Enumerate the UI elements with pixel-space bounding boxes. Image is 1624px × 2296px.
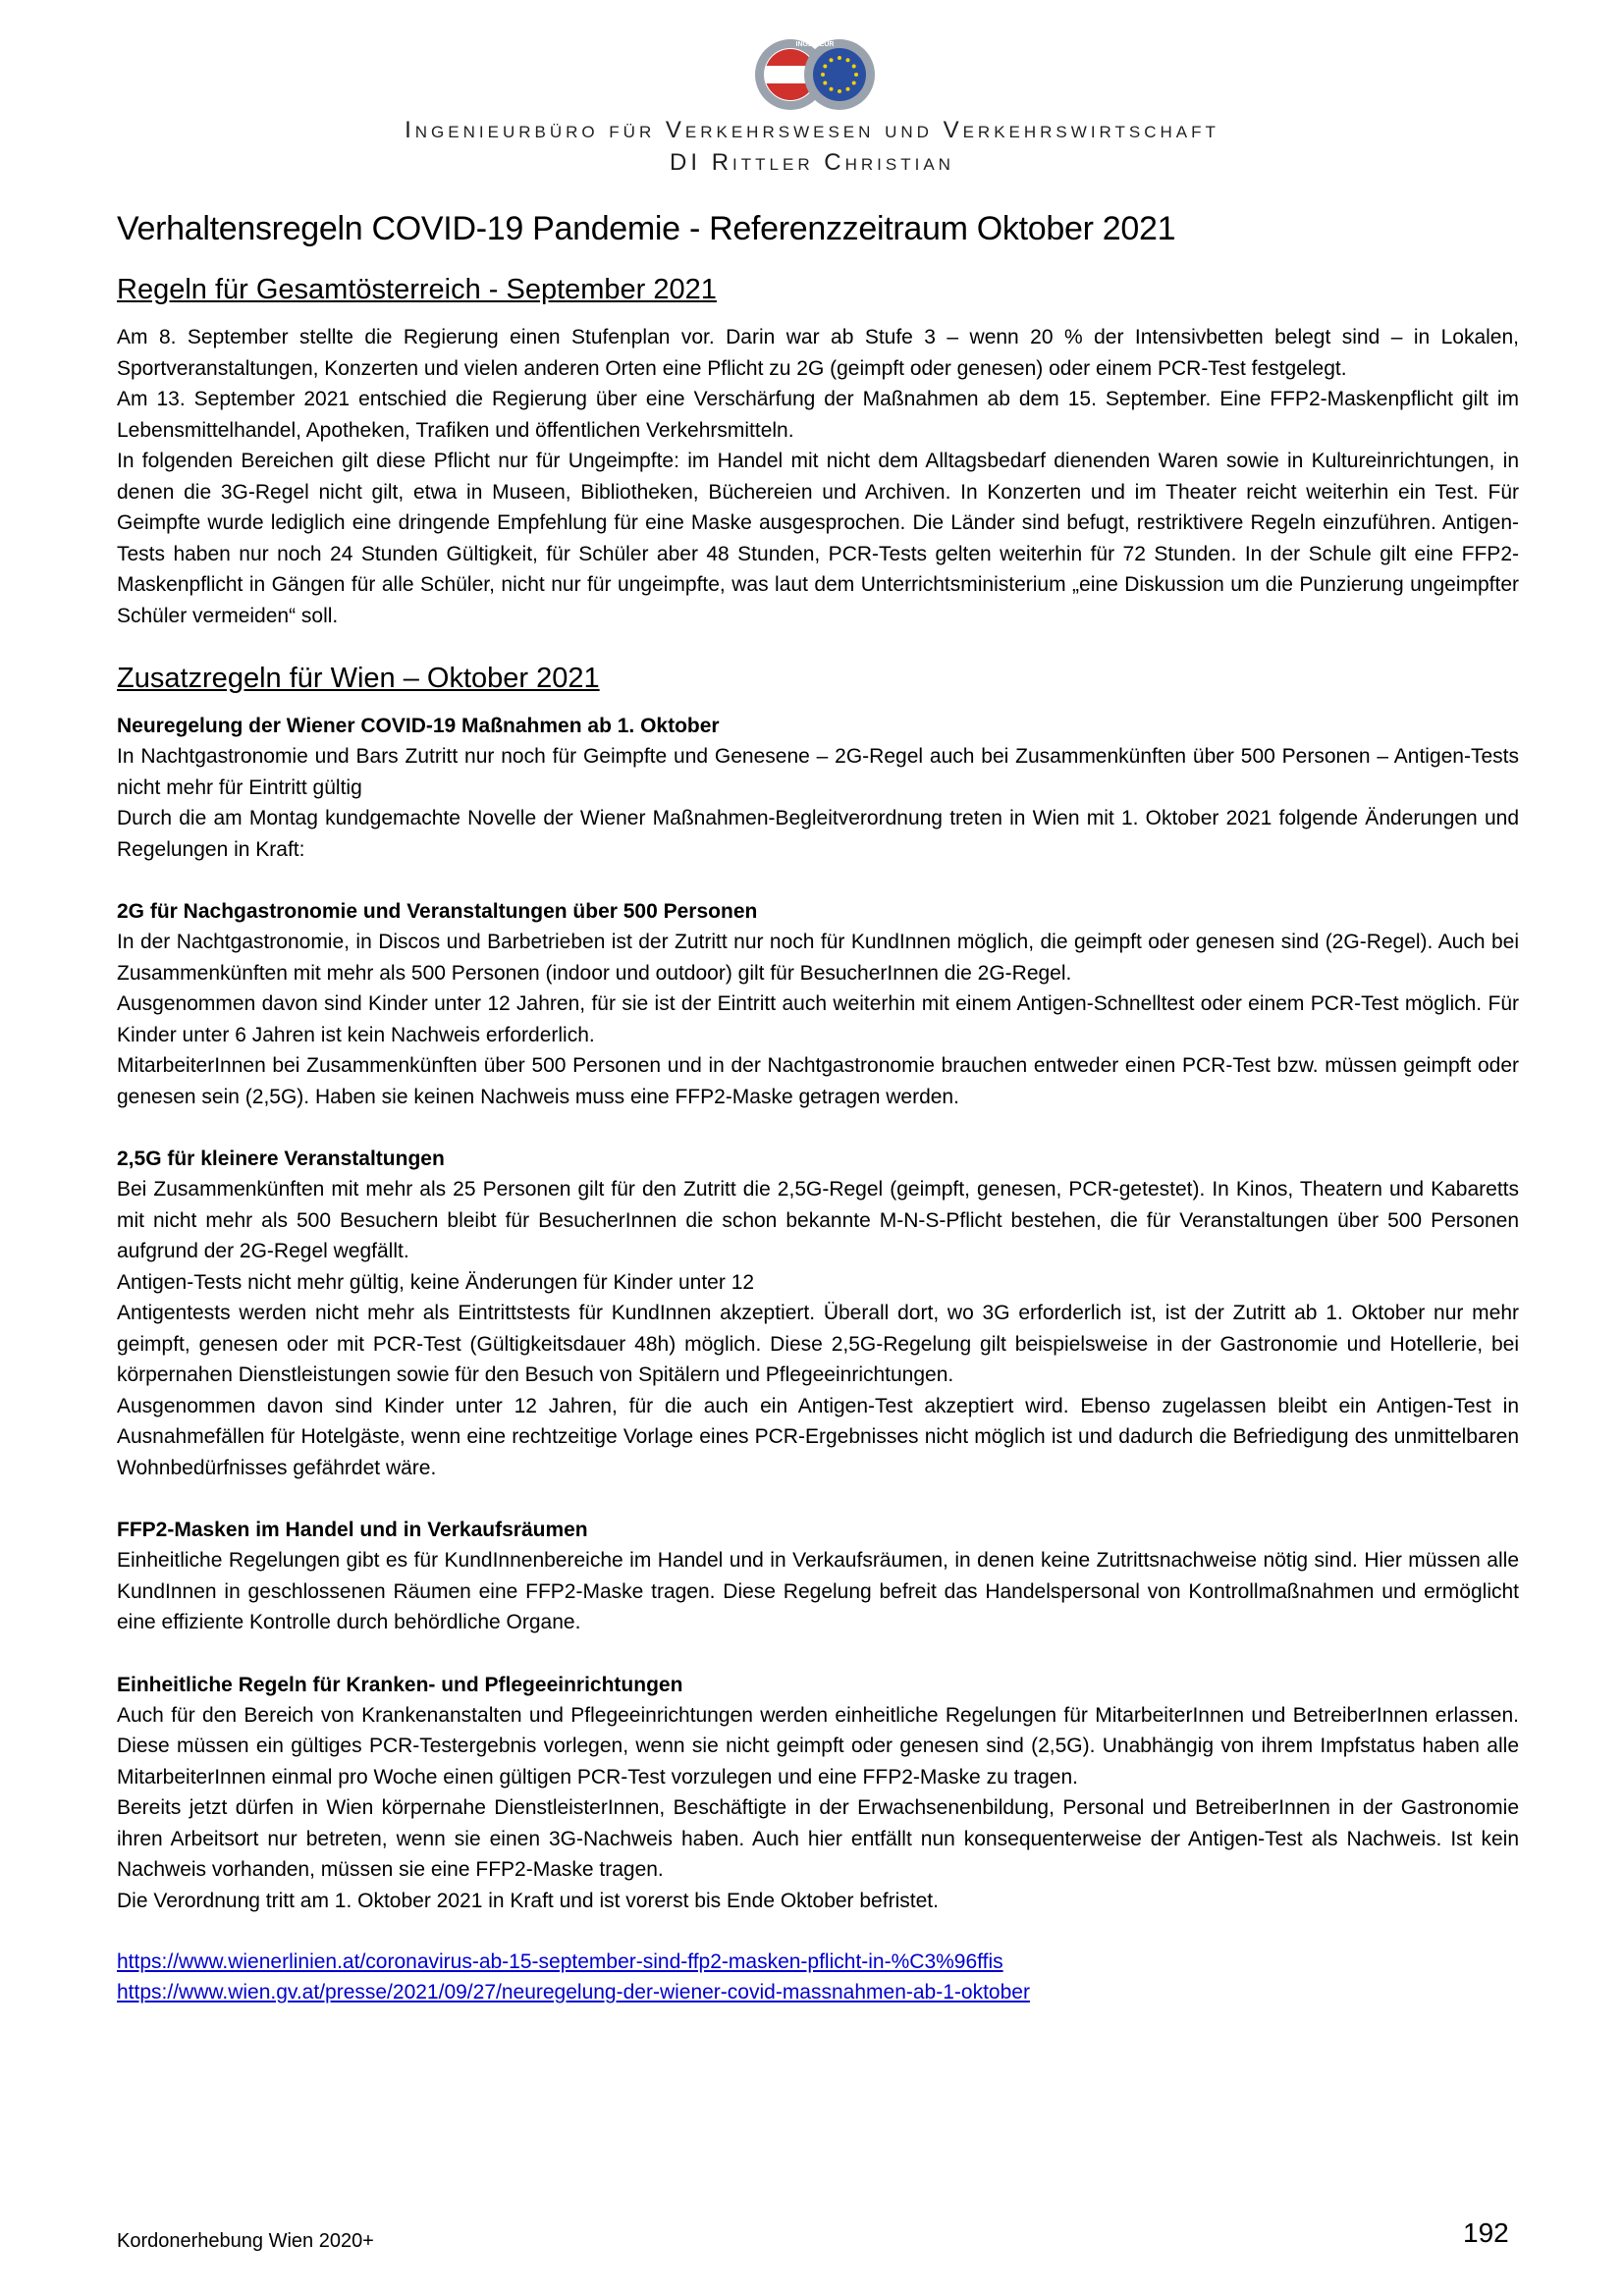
subheading: Neuregelung der Wiener COVID-19 Maßnahmen ab 1. Oktober [117,715,720,737]
section-heading-vienna: Zusatzregeln für Wien – Oktober 2021 [117,663,600,694]
page-title: Verhaltensregeln COVID-19 Pandemie - Referenzzeitraum Oktober 2021 [117,210,1176,247]
subheading: 2,5G für kleinere Veranstaltungen [117,1148,445,1170]
paragraph: Die Verordnung tritt am 1. Oktober 2021 in Kraft und ist vorerst bis Ende Oktober befristet. [117,1889,939,1912]
paragraph: Am 8. September stellte die Regierung einen Stufenplan vor. Darin war ab Stufe 3 – wenn 20 % der Intensivbetten belegt sind – in Lokalen, Sportveranstaltungen, Konzerten und vielen anderen Orten eine Pflicht zu 2G (geimpft oder genesen) oder einem PCR-Test festgelegt. [117,326,1519,380]
page-number: 192 [1463,2217,1509,2248]
section-heading-austria: Regeln für Gesamtösterreich - September 2021 [117,274,717,305]
paragraph: Durch die am Montag kundgemachte Novelle der Wiener Maßnahmen-Begleitverordnung treten in Wien mit 1. Oktober 2021 folgende Änderungen und Regelungen in Kraft: [117,807,1519,861]
source-link-wien-gv[interactable]: https://www.wien.gv.at/presse/2021/09/27/neuregelung-der-wiener-covid-massnahmen-ab-1-oktober [117,1981,1030,2003]
paragraph: Antigen-Tests nicht mehr gültig, keine Änderungen für Kinder unter 12 [117,1270,755,1294]
paragraph: Einheitliche Regelungen gibt es für KundInnenbereiche im Handel und in Verkaufsräumen, in denen keine Zutrittsnachweise nötig sind. Hier müssen alle KundInnen in geschlossenen Räumen eine FFP2-Maske tragen. Diese Regelung befreit das Handelspersonal von Kontrollmaßnahmen und ermöglicht eine effiziente Kontrolle durch behördliche Organe. [117,1549,1519,1633]
subheading: Einheitliche Regeln für Kranken- und Pflegeeinrichtungen [117,1673,683,1696]
org-name-line2: DI Rittler Christian [670,149,954,176]
paragraph: Ausgenommen davon sind Kinder unter 12 Jahren, für die auch ein Antigen-Test akzeptiert wird. Ebenso zugelassen bleibt ein Antigen-Test in Ausnahmefällen für Hotelgäste, wenn eine rechtzeitige Vorlage eines PCR-Ergebnisses nicht möglich ist und dadurch die Befriedigung des unmittelbaren Wohnbedürfnisses gefährdet wäre. [117,1394,1519,1479]
document-body [117,210,1519,2007]
paragraph: Antigentests werden nicht mehr als Eintrittstests für KundInnen akzeptiert. Überall dort, wo 3G erforderlich ist, ist der Zutritt ab 1. Oktober nur mehr geimpft, genesen oder mit PCR-Test (Gültigkeitsdauer 48h) möglich. Diese 2,5G-Regelung gilt beispielsweise in der Gastronomie und Hotellerie, bei körpernahen Dienstleistungen sowie für den Besuch von Spitälern und Pflegeeinrichtungen. [117,1302,1519,1386]
subheading: 2G für Nachgastronomie und Veranstaltungen über 500 Personen [117,900,758,923]
paragraph: Auch für den Bereich von Krankenanstalten und Pflegeeinrichtungen werden einheitliche Regelungen für MitarbeiterInnen und BetreiberInnen erlassen. Diese müssen ein gültiges PCR-Testergebnis vorlegen, wenn sie nicht geimpft oder genesen sind (2,5G). Unabhängig von ihrem Impfstatus haben alle MitarbeiterInnen einmal pro Woche einen gültigen PCR-Test vorzulegen und eine FFP2-Maske zu tragen. [117,1703,1519,1789]
company-logo [741,33,889,116]
subheading: FFP2-Masken im Handel und in Verkaufsräumen [117,1519,588,1541]
paragraph: Bei Zusammenkünften mit mehr als 25 Personen gilt für den Zutritt die 2,5G-Regel (geimpft, genesen, PCR-getestet). In Kinos, Theatern und Kabaretts mit nicht mehr als 500 Besuchern bleibt für BesucherInnen die schon bekannte M-N-S-Pflicht bestehen, die für Veranstaltungen über 500 Personen aufgrund der 2G-Regel wegfällt. [117,1178,1519,1262]
paragraph: In Nachtgastronomie und Bars Zutritt nur noch für Geimpfte und Genesene – 2G-Regel auch bei Zusammenkünften über 500 Personen – Antigen-Tests nicht mehr für Eintritt gültig [117,745,1519,799]
footer-project-name: Kordonerhebung Wien 2020+ [117,2230,374,2252]
paragraph: In folgenden Bereichen gilt diese Pflicht nur für Ungeimpfte: im Handel mit nicht dem Alltagsbedarf dienenden Waren sowie in Kultureinrichtungen, in denen die 3G-Regel nicht gilt, etwa in Museen, Bibliotheken, Büchereien und Archiven. In Konzerten und im Theater reicht weiterhin ein Test. Für Geimpfte wurde lediglich eine dringende Empfehlung für eine Maske ausgesprochen. Die Länder sind befugt, restriktivere Regeln einzuführen. Antigen-Tests haben nur noch 24 Stunden Gültigkeit, für Schüler aber 48 Stunden, PCR-Tests gelten weiterhin für 72 Stunden. In der Schule gilt eine FFP2-Maskenpflicht in Gängen für alle Schüler, nicht nur für ungeimpfte, was laut dem Unterrichtsministerium „eine Diskussion um die Punzierung ungeimpfter Schüler vermeiden“ soll. [117,450,1519,627]
svg-text:BÜRO: BÜRO [806,107,824,113]
paragraph: Am 13. September 2021 entschied die Regierung über eine Verschärfung der Maßnahmen ab dem 15. September. Eine FFP2-Maskenpflicht gilt im Lebensmittelhandel, Apotheken, Trafiken und öffentlichen Verkehrsmitteln. [117,388,1519,442]
paragraph: Bereits jetzt dürfen in Wien körpernahe DienstleisterInnen, Beschäftigte in der Erwachsenenbildung, Personal und BetreiberInnen in der Gastronomie ihren Arbeitsort nur betreten, wenn sie einen 3G-Nachweis haben. Auch hier entfällt nun konsequenterweise der Antigen-Test als Nachweis. Ist kein Nachweis vorhanden, müssen sie eine FFP2-Maske tragen. [117,1796,1519,1881]
paragraph: In der Nachtgastronomie, in Discos und Barbetrieben ist der Zutritt nur noch für KundInnen möglich, die geimpft oder genesen sind (2G-Regel). Auch bei Zusammenkünften mit mehr als 500 Personen (indoor und outdoor) gilt für BesucherInnen die 2G-Regel. [117,931,1519,985]
source-link-wienerlinien[interactable]: https://www.wienerlinien.at/coronavirus-ab-15-september-sind-ffp2-masken-pflicht-in-%C3%96ffis [117,1950,1003,1973]
svg-text:INGENIEUR: INGENIEUR [795,41,835,48]
org-name-line1: Ingenieurbüro für Verkehrswesen und Verkehrswirtschaft [405,117,1219,143]
paragraph: Ausgenommen davon sind Kinder unter 12 Jahren, für sie ist der Eintritt auch weiterhin mit einem Antigen-Schnelltest oder einem PCR-Test möglich. Für Kinder unter 6 Jahren ist kein Nachweis erforderlich. [117,992,1519,1046]
paragraph: MitarbeiterInnen bei Zusammenkünften über 500 Personen und in der Nachtgastronomie brauchen entweder einen PCR-Test bzw. müssen geimpft oder genesen sein (2,5G). Haben sie keinen Nachweis muss eine FFP2-Maske getragen werden. [117,1054,1519,1108]
source-links [117,1947,1519,2007]
